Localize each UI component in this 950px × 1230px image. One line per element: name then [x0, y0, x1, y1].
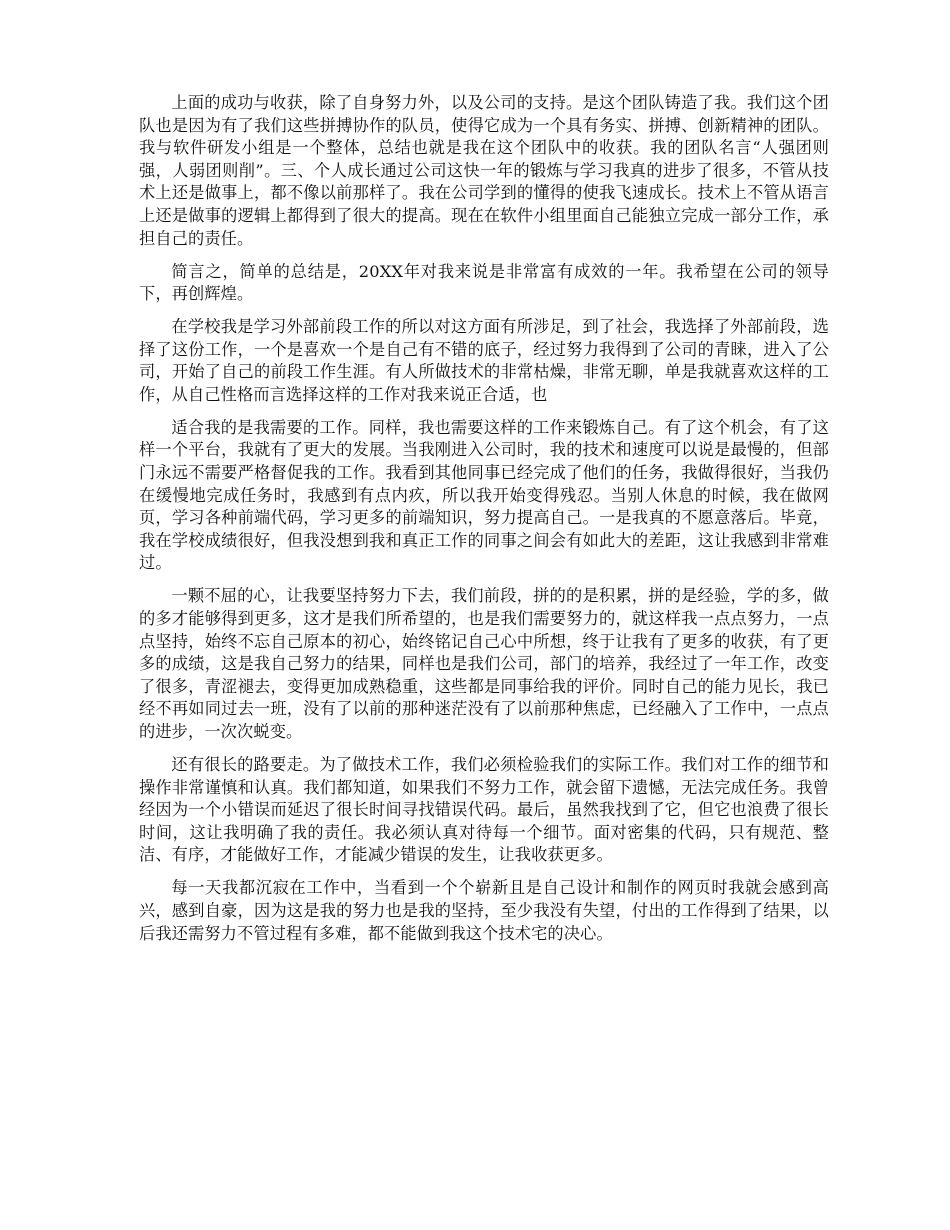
paragraph-year-summary: 简言之，简单的总结是，20XX年对我来说是非常富有成效的一年。我希望在公司的领导下，再创辉煌。: [139, 261, 829, 304]
paragraph-daily-work: 每一天我都沉寂在工作中，当看到一个个崭新且是自己设计和制作的网页时我就会感到高兴，感到自豪，因为这是我的努力也是我的坚持，至少我没有失望，付出的工作得到了结果，以后我还需努力不管过程有多难，都不能做到我这个技术宅的决心。: [139, 878, 829, 943]
paragraph-team-summary: 上面的成功与收获，除了自身努力外，以及公司的支持。是这个团队铸造了我。我们这个团队也是因为有了我们这些拼搏协作的队员，使得它成为一个具有务实、拼搏、创新精神的团队。我与软件研发小组是一个整体，总结也就是我在这个团队中的收获。我的团队名言“人强团则强，人弱团则削”。三、个人成长通过公司这快一年的锻炼与学习我真的进步了很多，不管从技术上还是做事上，都不像以前那样了。我在公司学到的懂得的使我飞速成长。技术上不管从语言上还是做事的逻辑上都得到了很大的提高。现在在软件小组里面自己能独立完成一部分工作，承担自己的责任。: [139, 93, 829, 248]
document-body: [139, 92, 829, 956]
paragraph-school-background: 在学校我是学习外部前段工作的所以对这方面有所涉足，到了社会，我选择了外部前段，选择了这份工作，一个是喜欢一个是自己有不错的底子，经过努力我得到了公司的青睐，进入了公司，开始了自己的前段工作生涯。有人所做技术的非常枯燥，非常无聊，单是我就喜欢这样的工作，从自己性格而言选择这样的工作对我来说正合适，也: [139, 317, 829, 404]
paragraph-persistence: 一颗不屈的心，让我要坚持努力下去，我们前段，拼的的是积累，拼的是经验，学的多，做的多才能够得到更多，这才是我们所希望的，也是我们需要努力的，就这样我一点点努力，一点点坚持，始终不忘自己原本的初心，始终铭记自己心中所想，终于让我有了更多的收获，有了更多的成绩，这是我自己努力的结果，同样也是我们公司，部门的培养，我经过了一年工作，改变了很多，青涩褪去，变得更加成熟稳重，这些都是同事给我的评价。同时自己的能力见长，我已经不再如同过去一班，没有了以前的那种迷茫没有了以前那种焦虑，已经融入了工作中，一点点的进步，一次次蜕变。: [139, 586, 829, 741]
paragraph-work-fit: 适合我的是我需要的工作。同样，我也需要这样的工作来锻炼自己。有了这个机会，有了这样一个平台，我就有了更大的发展。当我刚进入公司时，我的技术和速度可以说是最慢的，但部门永远不需要严格督促我的工作。我看到其他同事已经完成了他们的任务，我做得很好，当我仍在缓慢地完成任务时，我感到有点内疚，所以我开始变得残忍。当别人休息的时候，我在做网页，学习各种前端代码，学习更多的前端知识，努力提高自己。一是我真的不愿意落后。毕竟，我在学校成绩很好，但我没想到我和真正工作的同事之间会有如此大的差距，这让我感到非常难过。: [139, 417, 829, 573]
paragraph-attention-to-detail: 还有很长的路要走。为了做技术工作，我们必须检验我们的实际工作。我们对工作的细节和操作非常谨慎和认真。我们都知道，如果我们不努力工作，就会留下遗憾，无法完成任务。我曾经因为一个小错误而延迟了很长时间寻找错误代码。最后，虽然我找到了它，但它也浪费了很长时间，这让我明确了我的责任。我必须认真对待每一个细节。面对密集的代码，只有规范、整洁、有序，才能做好工作，才能减少错误的发生，让我收获更多。: [139, 754, 829, 865]
